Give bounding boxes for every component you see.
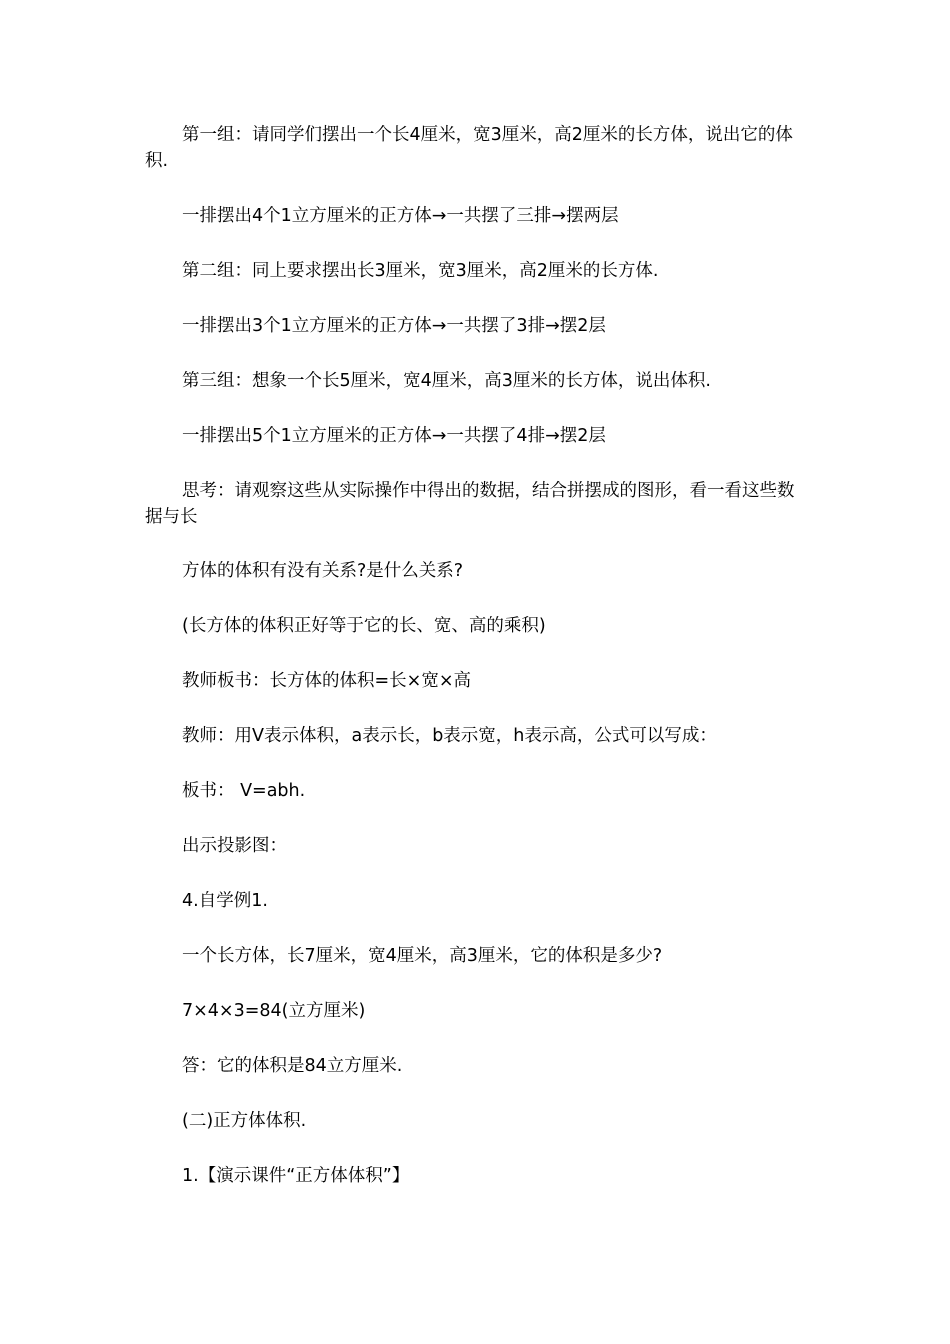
paragraph-board-abh: 板书： V=abh.	[182, 781, 306, 801]
paragraph-example-question: 一个长方体，长7厘米，宽4厘米，高3厘米，它的体积是多少?	[182, 946, 663, 966]
paragraph-group-one: 第一组：请同学们摆出一个长4厘米，宽3厘米，高2厘米的长方体，说出它的体积.	[145, 125, 793, 171]
paragraph-group-three-arrangement: 一排摆出5个1立方厘米的正方体→一共摆了4排→摆2层	[182, 426, 606, 446]
paragraph-thinking-continuation: 方体的体积有没有关系?是什么关系?	[182, 561, 464, 581]
paragraph-show-projection: 出示投影图：	[182, 836, 287, 856]
paragraph-teacher-notation: 教师：用V表示体积，a表示长，b表示宽，h表示高，公式可以写成：	[182, 726, 717, 746]
paragraph-group-three: 第三组：想象一个长5厘米，宽4厘米，高3厘米的长方体，说出体积.	[182, 371, 711, 391]
paragraph-group-two-arrangement: 一排摆出3个1立方厘米的正方体→一共摆了3排→摆2层	[182, 316, 606, 336]
paragraph-self-study-example: 4.自学例1.	[182, 891, 268, 911]
paragraph-answer-product: (长方体的体积正好等于它的长、宽、高的乘积)	[182, 616, 546, 636]
paragraph-section-cube-volume: (二)正方体体积.	[182, 1111, 307, 1131]
paragraph-answer: 答：它的体积是84立方厘米.	[182, 1056, 403, 1076]
paragraph-thinking-question: 思考：请观察这些从实际操作中得出的数据，结合拼摆成的图形，看一看这些数据与长	[145, 481, 795, 527]
paragraph-demo-courseware: 1.【演示课件“正方体体积”】	[182, 1166, 410, 1186]
paragraph-calculation: 7×4×3=84(立方厘米)	[182, 1001, 366, 1021]
paragraph-group-two: 第二组：同上要求摆出长3厘米，宽3厘米，高2厘米的长方体.	[182, 261, 659, 281]
paragraph-board-formula: 教师板书：长方体的体积=长×宽×高	[182, 671, 471, 691]
paragraph-group-one-arrangement: 一排摆出4个1立方厘米的正方体→一共摆了三排→摆两层	[182, 206, 619, 226]
